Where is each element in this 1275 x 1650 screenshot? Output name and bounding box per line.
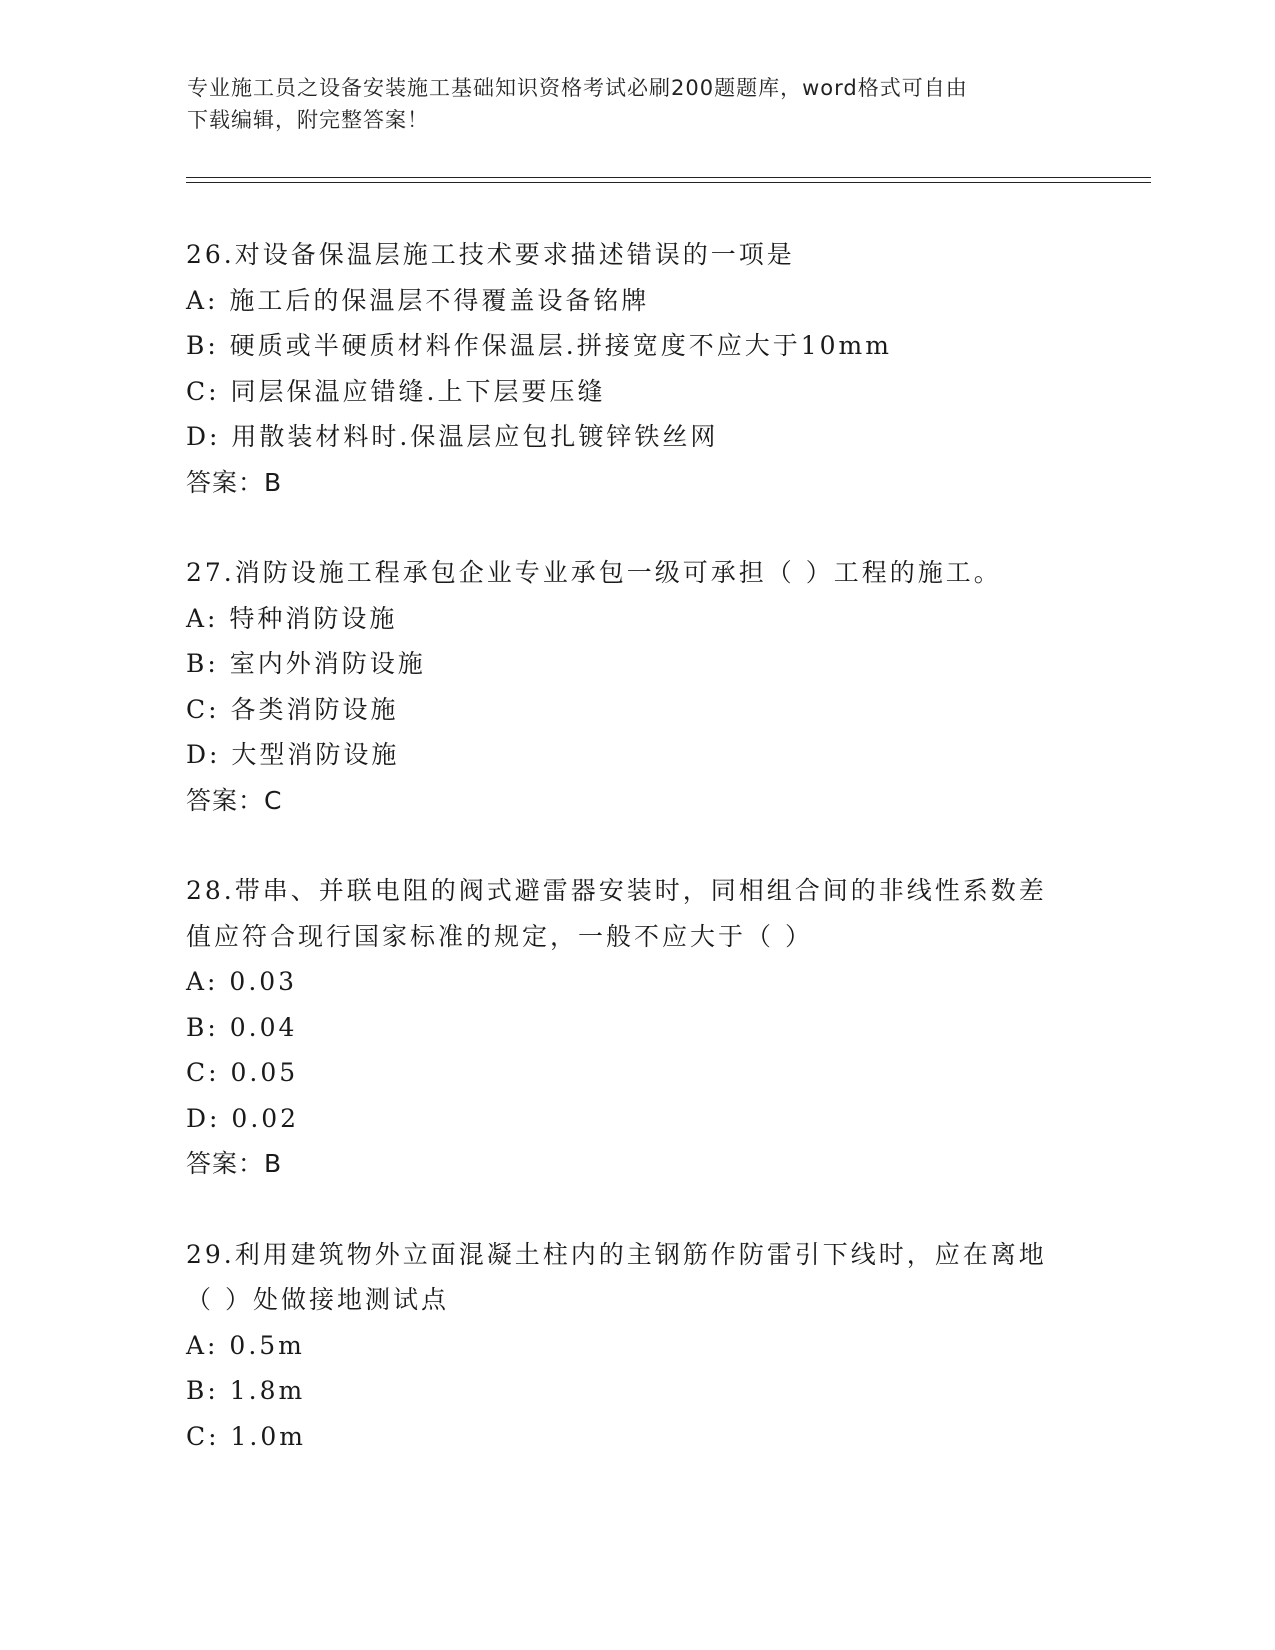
- question-stem: 26.对设备保温层施工技术要求描述错误的一项是: [186, 240, 795, 269]
- header-divider-top: [186, 177, 1151, 178]
- question-stem: 27.消防设施工程承包企业专业承包一级可承担（ ）工程的施工。: [186, 558, 1002, 587]
- question-stem-continued: （ ）处做接地测试点: [186, 1285, 449, 1314]
- document-header: [187, 72, 1087, 136]
- option-d: D: 大型消防设施: [186, 740, 400, 769]
- option-c: C: 各类消防设施: [186, 694, 399, 724]
- question-stem: 29.利用建筑物外立面混凝土柱内的主钢筋作防雷引下线时，应在离地: [186, 1239, 1047, 1269]
- option-a: A: 特种消防设施: [186, 603, 398, 633]
- header-line-2: 下载编辑，附完整答案！: [187, 108, 429, 132]
- option-d: D: 0.02: [186, 1103, 300, 1133]
- option-c: C: 同层保温应错缝.上下层要压缝: [186, 376, 606, 406]
- question-29: [186, 1232, 1086, 1460]
- option-a: A: 0.03: [186, 967, 298, 996]
- question-28: [186, 868, 1086, 1187]
- answer-line: 答案：C: [186, 785, 283, 815]
- question-26: [186, 232, 1086, 505]
- question-list: [186, 232, 1086, 1504]
- header-line-1: 专业施工员之设备安装施工基础知识资格考试必刷200题题库，word格式可自由: [187, 76, 968, 100]
- option-c: C: 0.05: [186, 1058, 299, 1087]
- option-a: A: 0.5m: [186, 1330, 305, 1360]
- option-a: A: 施工后的保温层不得覆盖设备铭牌: [186, 285, 650, 315]
- option-b: B: 室内外消防设施: [186, 649, 426, 678]
- option-b: B: 1.8m: [186, 1376, 306, 1405]
- question-27: [186, 550, 1086, 823]
- option-b: B: 硬质或半硬质材料作保温层.拼接宽度不应大于10mm: [186, 331, 892, 360]
- answer-line: 答案：B: [186, 1149, 283, 1178]
- question-stem-continued: 值应符合现行国家标准的规定，一般不应大于（ ）: [186, 921, 813, 951]
- answer-line: 答案：B: [186, 467, 283, 497]
- option-c: C: 1.0m: [186, 1421, 306, 1451]
- header-divider-bottom: [186, 182, 1151, 183]
- question-stem: 28.带串、并联电阻的阀式避雷器安装时，同相组合间的非线性系数差: [186, 876, 1047, 905]
- option-b: B: 0.04: [186, 1012, 298, 1042]
- option-d: D: 用散装材料时.保温层应包扎镀锌铁丝网: [186, 422, 719, 451]
